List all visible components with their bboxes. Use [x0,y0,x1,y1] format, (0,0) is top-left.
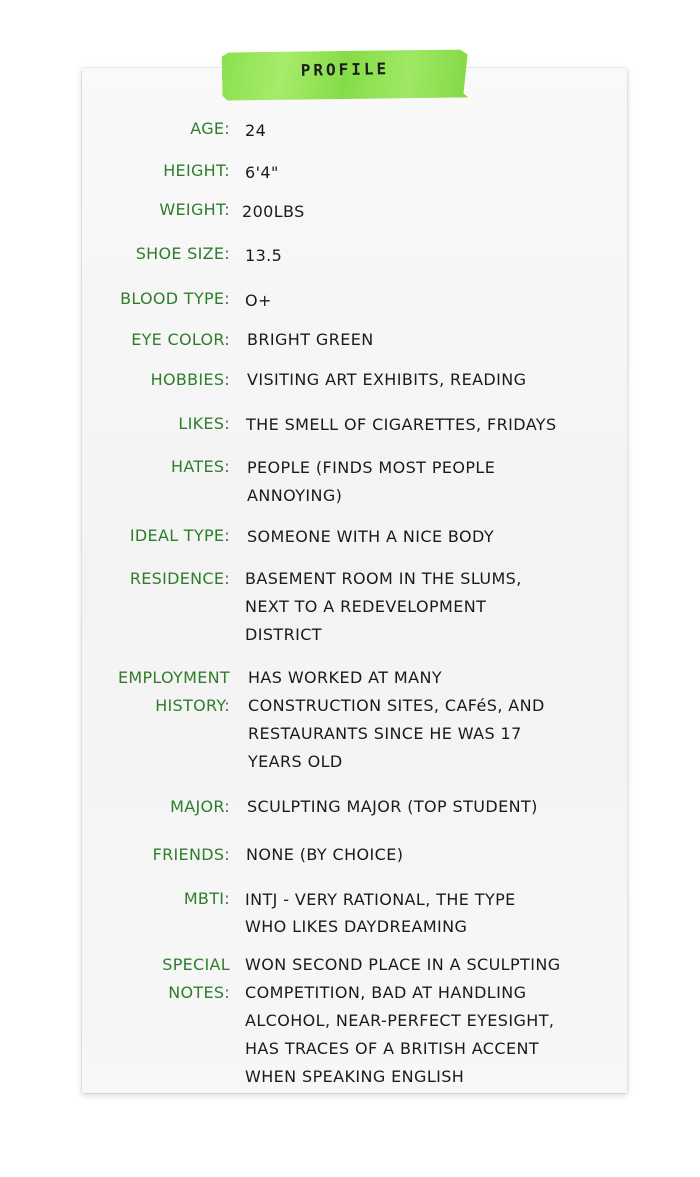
hates-value-line-2: ANNOYING) [247,486,343,505]
special-notes-label-line-1: SPECIAL [162,955,230,974]
special-notes-label-line-2: NOTES: [168,983,230,1002]
employment-value-line-3: RESTAURANTS SINCE HE WAS 17 [248,724,522,743]
employment-label-line-2: HISTORY: [155,696,230,715]
likes-label: LIKES: [178,414,230,433]
mbti-value-line-2: WHO LIKES DAYDREAMING [245,917,468,936]
blood-type-label: BLOOD TYPE: [120,289,230,308]
weight-value: 200LBS [242,202,305,221]
major-label: MAJOR: [170,797,230,816]
ideal-type-value: SOMEONE WITH A NICE BODY [247,527,495,546]
hates-label: HATES: [171,457,230,476]
residence-value-line-3: DISTRICT [245,625,322,644]
special-notes-value-line-1: WON SECOND PLACE IN A SCULPTING [245,955,561,974]
blood-type-value: O+ [245,291,272,310]
weight-label: WEIGHT: [159,200,230,219]
employment-value-line-1: HAS WORKED AT MANY [248,668,443,687]
hates-value-line-1: PEOPLE (FINDS MOST PEOPLE [247,458,496,477]
special-notes-value-line-4: HAS TRACES OF A BRITISH ACCENT [245,1039,539,1058]
employment-label-line-1: EMPLOYMENT [117,668,230,687]
profile-title: PROFILE [300,59,390,80]
residence-label: RESIDENCE: [129,569,230,588]
major-value: SCULPTING MAJOR (TOP STUDENT) [247,797,538,816]
hobbies-label: HOBBIES: [150,370,230,389]
ideal-type-label: IDEAL TYPE: [129,526,230,545]
mbti-label: MBTI: [183,889,230,908]
residence-value-line-2: NEXT TO A REDEVELOPMENT [245,597,487,616]
height-label: HEIGHT: [163,161,230,180]
employment-value-line-2: CONSTRUCTION SITES, CAFéS, AND [248,696,545,715]
friends-value: NONE (BY CHOICE) [246,845,404,864]
likes-value: THE SMELL OF CIGARETTES, FRIDAYS [246,415,557,434]
hobbies-value: VISITING ART EXHIBITS, READING [247,370,527,389]
friends-label: FRIENDS: [152,845,230,864]
eye-color-value: BRIGHT GREEN [247,330,374,349]
special-notes-value-line-5: WHEN SPEAKING ENGLISH [245,1067,465,1086]
residence-value-line-1: BASEMENT ROOM IN THE SLUMS, [245,569,522,588]
eye-color-label: EYE COLOR: [131,330,230,349]
special-notes-value-line-2: COMPETITION, BAD AT HANDLING [245,983,527,1002]
shoe-size-value: 13.5 [245,246,283,265]
height-value: 6'4" [245,163,279,182]
age-label: AGE: [190,119,230,138]
mbti-value-line-1: INTJ - VERY RATIONAL, THE TYPE [245,890,516,909]
employment-value-line-4: YEARS OLD [248,752,343,771]
special-notes-value-line-3: ALCOHOL, NEAR-PERFECT EYESIGHT, [245,1011,555,1030]
age-value: 24 [245,121,267,140]
shoe-size-label: SHOE SIZE: [135,244,230,263]
